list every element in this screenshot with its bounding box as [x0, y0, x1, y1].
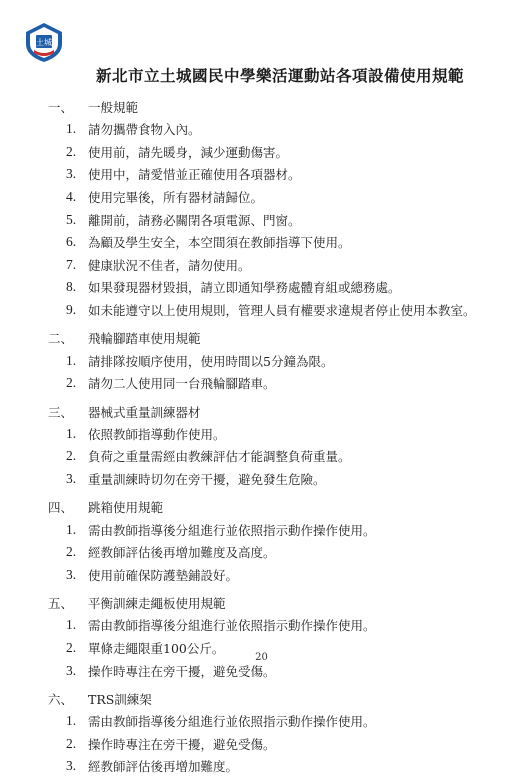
list-item: [0, 372, 523, 395]
section-heading: [0, 688, 523, 710]
section: [0, 592, 523, 682]
list-item: [0, 614, 523, 637]
section-number: 二、: [48, 331, 74, 347]
list-item: [0, 118, 523, 141]
item-text: 請勿二人使用同一台飛輪腳踏車。: [88, 376, 276, 392]
item-text: 請排隊按順序使用，使用時間以5分鐘為限。: [88, 353, 334, 369]
item-text: 請勿攜帶食物入內。: [88, 122, 201, 138]
item-text: 負荷之重量需經由教練評估才能調整負荷重量。: [88, 449, 351, 465]
list-item: [0, 518, 523, 541]
item-number: 8.: [66, 279, 77, 295]
item-number: 1.: [66, 352, 77, 368]
item-text: 需由教師指導後分組進行並依照指示動作操作使用。: [88, 714, 376, 730]
item-number: 3.: [66, 166, 77, 182]
list-item: [0, 163, 523, 186]
item-text: 操作時專注在旁干擾，避免受傷。: [88, 663, 276, 679]
item-text: 操作時專注在旁干擾，避免受傷。: [88, 736, 276, 752]
section-heading: [0, 327, 523, 349]
section-title: 飛輪腳踏車使用規範: [88, 331, 201, 347]
section-heading: [0, 592, 523, 614]
list-item: [0, 423, 523, 446]
item-number: 2.: [66, 544, 77, 560]
item-number: 1.: [66, 521, 77, 537]
item-text: 需由教師指導後分組進行並依照指示動作操作使用。: [88, 522, 376, 538]
item-number: 3.: [66, 662, 77, 678]
page-number: 20: [255, 652, 268, 663]
item-text: 如未能遵守以上使用規則，管理人員有權要求違規者停止使用本教室。: [88, 303, 476, 319]
section-number: 一、: [48, 100, 74, 115]
item-number: 1.: [66, 617, 77, 633]
list-item: [0, 710, 523, 733]
list-item: [0, 564, 523, 587]
section-number: 四、: [48, 500, 74, 516]
list-item: [0, 186, 523, 209]
item-text: 重量訓練時切勿在旁干擾，避免發生危險。: [88, 472, 326, 488]
item-number: 3.: [66, 566, 77, 582]
section-number: 五、: [48, 596, 74, 612]
section-heading: [0, 401, 523, 423]
item-text: 離開前，請務必關閉各項電源、門窗。: [88, 212, 301, 228]
item-text: 單條走繩限重100公斤。: [88, 640, 225, 656]
list-item: [0, 755, 523, 778]
document-body: [0, 96, 523, 778]
item-text: 為顧及學生安全，本空間須在教師指導下使用。: [88, 235, 351, 251]
section-heading: [0, 96, 523, 118]
list-item: [0, 299, 523, 322]
item-number: 7.: [66, 256, 77, 272]
logo-text: 土城: [36, 38, 52, 47]
item-text: 經教師評估後再增加難度及高度。: [88, 545, 276, 561]
section-title: 器械式重量訓練器材: [88, 404, 201, 420]
item-text: 使用前確保防護墊鋪設好。: [88, 567, 239, 583]
list-item: [0, 141, 523, 164]
item-text: 需由教師指導後分組進行並依照指示動作操作使用。: [88, 618, 376, 634]
item-number: 3.: [66, 758, 77, 774]
list-item: [0, 231, 523, 254]
item-number: 6.: [66, 234, 77, 250]
section: [0, 327, 523, 394]
list-item: [0, 445, 523, 468]
list-item: [0, 208, 523, 231]
list-item: [0, 349, 523, 372]
item-number: 9.: [66, 302, 77, 318]
item-text: 健康狀況不佳者，請勿使用。: [88, 257, 251, 273]
list-item: [0, 732, 523, 755]
item-number: 4.: [66, 189, 77, 205]
section-heading: [0, 496, 523, 518]
item-number: 2.: [66, 448, 77, 464]
item-number: 1.: [66, 713, 77, 729]
item-number: 5.: [66, 211, 77, 227]
document-title: 新北市立土城國民中學樂活運動站各項設備使用規範: [95, 66, 464, 85]
item-number: 2.: [66, 639, 77, 655]
school-emblem-icon: [22, 20, 66, 64]
list-item: [0, 468, 523, 491]
section-number: 六、: [48, 691, 74, 707]
section-title: 平衡訓練走繩板使用規範: [88, 596, 226, 612]
item-text: 使用前，請先暖身，減少運動傷害。: [88, 144, 289, 160]
item-text: 使用中，請愛惜並正確使用各項器材。: [88, 167, 301, 183]
item-text: 如果發現器材毀損，請立即通知學務處體育組或總務處。: [88, 280, 401, 296]
section: [0, 401, 523, 491]
section: [0, 96, 523, 321]
item-number: 1.: [66, 121, 77, 137]
item-text: 使用完畢後，所有器材請歸位。: [88, 190, 264, 206]
section-title: 跳箱使用規範: [88, 500, 164, 516]
item-number: 1.: [66, 425, 77, 441]
section-number: 三、: [48, 404, 74, 420]
list-item: [0, 541, 523, 564]
item-text: 經教師評估後再增加難度。: [88, 759, 239, 775]
list-item: [0, 254, 523, 277]
section: [0, 496, 523, 586]
list-item: [0, 276, 523, 299]
section: [0, 688, 523, 778]
item-text: 依照教師指導動作使用。: [88, 426, 226, 442]
item-number: 2.: [66, 375, 77, 391]
section-title: 一般規範: [88, 100, 139, 115]
section-title: TRS訓練架: [88, 691, 152, 707]
item-number: 2.: [66, 143, 77, 159]
item-number: 3.: [66, 471, 77, 487]
item-number: 2.: [66, 735, 77, 751]
